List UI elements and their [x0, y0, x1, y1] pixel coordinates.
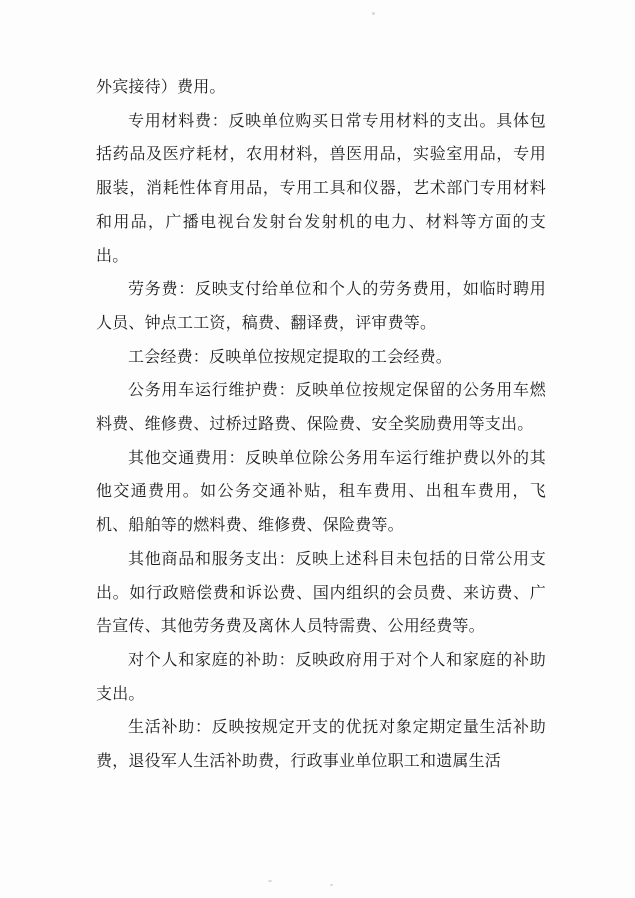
paragraph-special-materials: 专用材料费：反映单位购买日常专用材料的支出。具体包括药品及医疗耗材，农用材料，兽医用品，实验室用品，专用服装，消耗性体育用品，专用工具和仪器，艺术部门专用材料和用品，广播电视台发射台发射机的电力、材料等方面的支出。 [96, 110, 546, 265]
scan-speck [372, 12, 375, 15]
paragraph-other-transport: 其他交通费用：反映单位除公务用车运行维护费以外的其他交通费用。如公务交通补贴，租车费用、出租车费用，飞机、船舶等的燃料费、维修费、保险费等。 [96, 447, 546, 535]
paragraph-other-goods-services: 其他商品和服务支出：反映上述科目未包括的日常公用支出。如行政赔偿费和诉讼费、国内组织的会员费、来访费、广告宣传、其他劳务费及离休人员特需费、公用经费等。 [96, 548, 546, 636]
paragraph-living-subsidy: 生活补助：反映按规定开支的优抚对象定期定量生活补助费，退役军人生活补助费，行政事业单位职工和遗属生活 [96, 717, 546, 771]
paragraph-foreign-guest-reception: 外宾接待）费用。 [96, 77, 226, 96]
scan-speck [268, 880, 272, 882]
paragraph-labor-fees: 劳务费：反映支付给单位和个人的劳务费用，如临时聘用人员、钟点工工资，稿费、翻译费，评审费等。 [96, 279, 546, 332]
paragraph-union-funds: 工会经费：反映单位按规定提取的工会经费。 [128, 346, 453, 366]
document-body [96, 70, 546, 778]
scan-speck [330, 884, 333, 886]
paragraph-official-vehicle: 公务用车运行维护费：反映单位按规定保留的公务用车燃料费、维修费、过桥过路费、保险费、安全奖励费用等支出。 [96, 380, 546, 434]
paragraph-personal-family-subsidy: 对个人和家庭的补助：反映政府用于对个人和家庭的补助支出。 [96, 649, 546, 703]
